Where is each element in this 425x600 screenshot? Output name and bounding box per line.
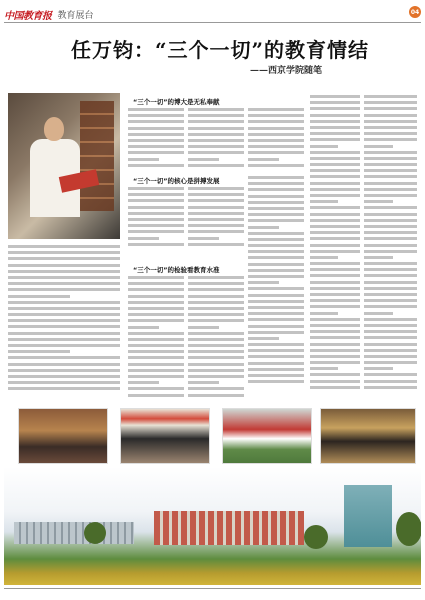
text-line xyxy=(188,133,244,136)
text-line xyxy=(364,231,417,234)
photo-group-3 xyxy=(222,408,312,464)
text-line xyxy=(128,338,184,341)
text-line xyxy=(188,369,244,372)
text-line xyxy=(364,225,417,228)
text-line xyxy=(8,356,120,359)
text-line xyxy=(248,325,304,328)
text-line xyxy=(8,363,120,366)
newspaper-logo: 中国教育报 xyxy=(4,10,52,22)
text-line xyxy=(188,332,244,335)
text-line xyxy=(248,269,304,272)
text-line xyxy=(248,374,304,377)
text-line xyxy=(128,369,184,372)
text-line xyxy=(364,386,417,389)
text-line xyxy=(364,299,417,302)
text-line xyxy=(188,145,244,148)
text-line xyxy=(248,250,304,253)
text-line xyxy=(248,331,304,334)
text-line xyxy=(310,231,360,234)
page-footer xyxy=(4,588,421,600)
text-line xyxy=(128,127,184,130)
text-line xyxy=(248,164,304,167)
text-line xyxy=(310,145,338,148)
text-line xyxy=(248,238,304,241)
text-line xyxy=(310,262,360,265)
text-line xyxy=(188,363,244,366)
text-line xyxy=(8,375,120,378)
text-line xyxy=(128,375,184,378)
text-line xyxy=(128,295,184,298)
text-line xyxy=(364,213,417,216)
campus-tower xyxy=(344,485,392,547)
text-line xyxy=(248,201,304,204)
text-line xyxy=(188,344,244,347)
text-line xyxy=(128,243,184,246)
text-line xyxy=(8,264,120,267)
photo-group-4 xyxy=(320,408,416,464)
section-heading-1: “三个一切”的博大是无私奉献 xyxy=(133,98,220,106)
text-line xyxy=(8,288,120,291)
text-line xyxy=(128,218,184,221)
text-line xyxy=(310,361,360,364)
section-name: 教育展台 xyxy=(57,10,94,21)
bookshelf xyxy=(80,101,114,211)
text-line xyxy=(248,244,304,247)
text-line xyxy=(310,312,338,315)
text-line xyxy=(188,338,244,341)
text-line xyxy=(8,295,70,298)
text-line xyxy=(128,332,184,335)
tree-2 xyxy=(304,525,328,549)
text-line xyxy=(248,176,304,179)
text-line xyxy=(128,120,184,123)
text-line xyxy=(248,300,304,303)
text-column-s1-a xyxy=(128,108,184,170)
text-line xyxy=(310,194,360,197)
text-line xyxy=(188,139,244,142)
text-line xyxy=(8,369,120,372)
text-line xyxy=(188,224,244,227)
text-line xyxy=(188,193,244,196)
text-line xyxy=(310,114,360,117)
portrait-photo xyxy=(8,93,120,239)
text-line xyxy=(188,187,244,190)
text-line xyxy=(128,356,184,359)
text-line xyxy=(310,367,338,370)
text-line xyxy=(188,375,244,378)
text-line xyxy=(248,158,279,161)
text-line xyxy=(364,237,417,240)
text-line xyxy=(310,250,360,253)
text-line xyxy=(248,294,304,297)
text-line xyxy=(364,132,417,135)
text-line xyxy=(364,336,417,339)
text-line xyxy=(8,344,120,347)
text-line xyxy=(128,145,184,148)
text-line xyxy=(248,219,304,222)
text-line xyxy=(188,301,244,304)
text-line xyxy=(128,224,184,227)
text-line xyxy=(128,387,184,390)
photo-group-1 xyxy=(18,408,108,464)
text-line xyxy=(248,195,304,198)
text-line xyxy=(8,251,120,254)
masthead xyxy=(4,6,421,22)
text-line xyxy=(188,319,244,322)
text-line xyxy=(364,206,417,209)
text-line xyxy=(128,230,184,233)
text-line xyxy=(364,268,417,271)
text-line xyxy=(310,305,360,308)
text-line xyxy=(248,151,304,154)
text-line xyxy=(364,200,393,203)
text-line xyxy=(188,394,244,397)
text-line xyxy=(248,281,279,284)
text-line xyxy=(248,343,304,346)
text-line xyxy=(248,312,304,315)
text-line xyxy=(248,306,304,309)
text-line xyxy=(8,325,120,328)
text-line xyxy=(188,387,244,390)
text-line xyxy=(248,133,304,136)
section-heading-2: “三个一切”的核心是拼搏发展 xyxy=(133,177,220,185)
text-line xyxy=(128,381,159,384)
text-line xyxy=(128,394,184,397)
text-line xyxy=(364,126,417,129)
text-line xyxy=(248,145,304,148)
text-column-mid-upper xyxy=(248,108,304,170)
text-line xyxy=(8,319,120,322)
text-line xyxy=(128,237,159,240)
text-line xyxy=(128,212,184,215)
text-line xyxy=(188,127,244,130)
text-line xyxy=(128,350,184,353)
text-line xyxy=(364,163,417,166)
text-line xyxy=(364,101,417,104)
text-line xyxy=(364,114,417,117)
text-line xyxy=(364,188,417,191)
text-line xyxy=(310,268,360,271)
text-line xyxy=(248,349,304,352)
text-line xyxy=(310,219,360,222)
section-heading-3: “三个一切”的检验看教育水准 xyxy=(133,266,220,274)
text-line xyxy=(310,287,360,290)
text-line xyxy=(364,343,417,346)
text-line xyxy=(310,343,360,346)
photo-group-2 xyxy=(120,408,210,464)
text-column-s1-b xyxy=(188,108,244,170)
text-line xyxy=(364,373,417,376)
text-line xyxy=(128,301,184,304)
page-number-badge: 04 xyxy=(409,6,421,18)
text-line xyxy=(364,305,417,308)
text-line xyxy=(188,356,244,359)
text-line xyxy=(8,257,120,260)
text-line xyxy=(8,307,120,310)
text-line xyxy=(310,386,360,389)
text-line xyxy=(364,355,417,358)
tree-1 xyxy=(84,522,106,544)
text-line xyxy=(310,274,360,277)
text-line xyxy=(8,245,120,248)
text-line xyxy=(128,313,184,316)
text-line xyxy=(364,219,417,222)
text-line xyxy=(248,120,304,123)
text-line xyxy=(188,243,244,246)
text-line xyxy=(8,381,120,384)
text-line xyxy=(364,318,417,321)
text-line xyxy=(188,381,219,384)
text-line xyxy=(310,163,360,166)
photo-row xyxy=(4,408,421,464)
text-line xyxy=(188,307,244,310)
text-line xyxy=(248,139,304,142)
text-line xyxy=(8,301,120,304)
text-line xyxy=(248,368,304,371)
text-line xyxy=(364,361,417,364)
text-line xyxy=(310,293,360,296)
text-line xyxy=(364,244,417,247)
masthead-rule xyxy=(4,22,421,23)
text-line xyxy=(188,120,244,123)
text-line xyxy=(310,256,338,259)
text-line xyxy=(364,349,417,352)
text-line xyxy=(8,338,120,341)
text-line xyxy=(188,326,219,329)
text-line xyxy=(310,138,360,141)
text-column-left-lower xyxy=(8,245,120,394)
text-line xyxy=(248,337,279,340)
article-headline: 任万钧：“三个一切”的教育情结 xyxy=(70,38,369,62)
text-line xyxy=(248,263,304,266)
text-line xyxy=(310,330,360,333)
text-line xyxy=(364,287,417,290)
text-line xyxy=(364,256,393,259)
text-line xyxy=(310,132,360,135)
text-line xyxy=(310,175,360,178)
text-line xyxy=(128,307,184,310)
text-line xyxy=(310,336,360,339)
campus-photo xyxy=(4,467,421,585)
text-line xyxy=(364,120,417,123)
text-line xyxy=(248,380,304,383)
text-line xyxy=(364,175,417,178)
text-line xyxy=(128,288,184,291)
text-column-s3-a xyxy=(128,276,184,400)
text-line xyxy=(188,199,244,202)
text-line xyxy=(128,326,159,329)
text-line xyxy=(128,139,184,142)
text-column-right-2 xyxy=(364,95,417,392)
text-line xyxy=(310,206,360,209)
text-line xyxy=(128,276,184,279)
text-line xyxy=(310,101,360,104)
text-line xyxy=(248,318,304,321)
article-subhead: ——西京学院随笔 xyxy=(250,66,323,76)
text-line xyxy=(188,218,244,221)
text-line xyxy=(310,169,360,172)
text-line xyxy=(364,250,417,253)
text-line xyxy=(248,114,304,117)
campus-building-left xyxy=(14,522,134,544)
text-line xyxy=(364,262,417,265)
text-line xyxy=(188,206,244,209)
text-column-s2-a xyxy=(128,187,184,249)
text-line xyxy=(188,108,244,111)
text-line xyxy=(128,193,184,196)
text-line xyxy=(310,188,360,191)
text-line xyxy=(128,344,184,347)
text-column-s3-b xyxy=(188,276,244,400)
person-figure xyxy=(30,117,80,217)
text-line xyxy=(128,151,184,154)
text-line xyxy=(310,107,360,110)
text-line xyxy=(364,95,417,98)
text-line xyxy=(248,226,279,229)
text-line xyxy=(188,230,244,233)
text-column-right-1 xyxy=(310,95,360,392)
text-line xyxy=(310,200,338,203)
text-line xyxy=(8,350,70,353)
text-line xyxy=(248,275,304,278)
text-line xyxy=(310,95,360,98)
text-line xyxy=(248,287,304,290)
text-line xyxy=(248,213,304,216)
text-line xyxy=(310,237,360,240)
text-line xyxy=(188,276,244,279)
text-column-mid-lower xyxy=(248,176,304,386)
text-line xyxy=(188,212,244,215)
text-line xyxy=(310,213,360,216)
text-line xyxy=(128,158,159,161)
text-line xyxy=(128,363,184,366)
text-line xyxy=(8,270,120,273)
text-line xyxy=(310,324,360,327)
text-line xyxy=(248,127,304,130)
text-line xyxy=(128,187,184,190)
text-line xyxy=(364,312,393,315)
text-line xyxy=(128,133,184,136)
text-line xyxy=(188,151,244,154)
text-line xyxy=(364,182,417,185)
text-line xyxy=(364,367,393,370)
text-line xyxy=(310,373,360,376)
text-line xyxy=(364,138,417,141)
text-line xyxy=(128,199,184,202)
text-line xyxy=(364,330,417,333)
text-line xyxy=(248,256,304,259)
text-line xyxy=(188,164,244,167)
text-line xyxy=(188,350,244,353)
text-line xyxy=(310,120,360,123)
text-line xyxy=(188,158,219,161)
text-line xyxy=(364,107,417,110)
text-line xyxy=(188,237,219,240)
text-line xyxy=(364,194,417,197)
text-line xyxy=(128,282,184,285)
text-line xyxy=(310,355,360,358)
text-line xyxy=(364,169,417,172)
text-line xyxy=(248,207,304,210)
text-line xyxy=(364,293,417,296)
text-line xyxy=(310,244,360,247)
text-line xyxy=(8,276,120,279)
text-line xyxy=(248,108,304,111)
text-line xyxy=(310,349,360,352)
text-line xyxy=(248,188,304,191)
text-line xyxy=(248,362,304,365)
text-line xyxy=(310,225,360,228)
text-line xyxy=(364,380,417,383)
text-line xyxy=(128,164,184,167)
text-line xyxy=(188,295,244,298)
text-line xyxy=(8,282,120,285)
campus-building-main xyxy=(154,511,304,545)
text-column-s2-b xyxy=(188,187,244,249)
text-line xyxy=(8,332,120,335)
text-line xyxy=(310,281,360,284)
text-line xyxy=(364,145,393,148)
text-line xyxy=(128,319,184,322)
text-line xyxy=(188,114,244,117)
text-line xyxy=(8,387,120,390)
text-line xyxy=(128,114,184,117)
text-line xyxy=(310,182,360,185)
text-line xyxy=(364,151,417,154)
text-line xyxy=(310,151,360,154)
text-line xyxy=(248,355,304,358)
text-line xyxy=(310,157,360,160)
text-line xyxy=(128,108,184,111)
text-line xyxy=(188,288,244,291)
text-line xyxy=(310,380,360,383)
text-line xyxy=(248,182,304,185)
text-line xyxy=(310,318,360,321)
text-line xyxy=(128,206,184,209)
text-line xyxy=(248,232,304,235)
tree-3 xyxy=(396,512,421,546)
text-line xyxy=(364,324,417,327)
text-line xyxy=(310,299,360,302)
text-line xyxy=(188,313,244,316)
text-line xyxy=(8,313,120,316)
text-line xyxy=(310,126,360,129)
text-line xyxy=(364,157,417,160)
text-line xyxy=(364,281,417,284)
text-line xyxy=(364,274,417,277)
text-line xyxy=(188,282,244,285)
